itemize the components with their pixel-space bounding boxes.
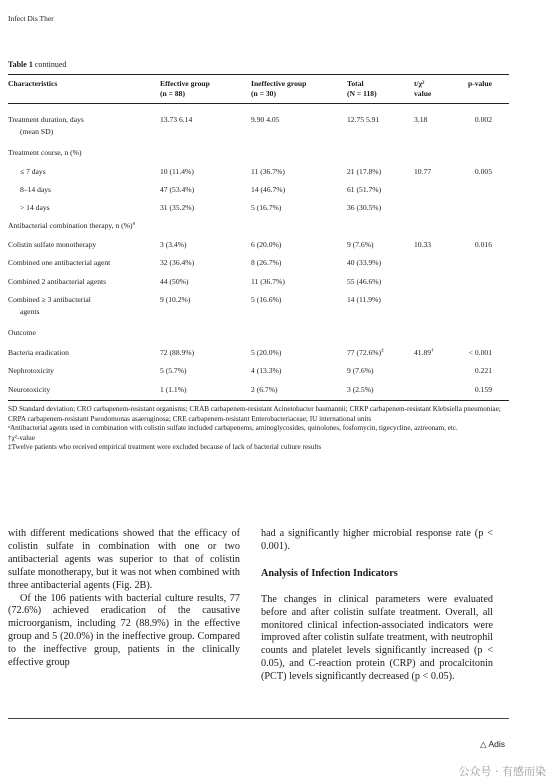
cell-8-14-eff: 47 (53.4%) [160, 185, 195, 194]
erad-total-mark: ‡ [381, 347, 384, 354]
cell-duration-eff: 13.73 6.14 [160, 115, 193, 124]
cell-erad-stat [414, 348, 434, 358]
erad-total-value: 77 (72.6%) [347, 348, 382, 357]
cell-neuro-ineff: 2 (6.7%) [251, 385, 278, 394]
cell-nephro-ineff: 4 (13.3%) [251, 366, 282, 375]
table-label: Table 1 [8, 60, 33, 69]
header-stat: t/χ² [414, 79, 425, 88]
cell-one-ineff: 8 (26.7%) [251, 258, 282, 267]
row-label-nephrotoxicity: Nephrotoxicity [8, 366, 54, 375]
combination-label-text: Antibacterial combination therapy, n (%) [8, 221, 133, 230]
footnote-abbreviations: SD Standard deviation; CRO carbapenem-resistant organisms; CRAB carbapenem-resistant Acinetobacter baumannii; CRKP carbapenem-resistant Klebsiella pneumoniae; CRPA carbapenem-resistant Pseudomonas asaeruginosa; CRE carbapenem-resistant Enterobacteriaceae; IU international units [8, 405, 501, 423]
cell-duration-p: 0.002 [474, 115, 492, 124]
footnote-dagger: †χ²-value [8, 433, 35, 442]
right-intro-paragraph: had a significantly higher microbial response rate (p < 0.001). [261, 528, 493, 552]
left-column [8, 528, 240, 670]
table-header-rule [8, 103, 509, 104]
cell-duration-ineff: 9.90 4.05 [251, 115, 280, 124]
cell-gt14-ineff: 5 (16.7%) [251, 203, 282, 212]
cell-neuro-p: 0.159 [474, 385, 492, 394]
header-p-value: p-value [467, 79, 492, 88]
cell-duration-stat: 3.18 [414, 115, 428, 124]
table-bottom-rule [8, 400, 509, 401]
cell-8-14-ineff: 14 (46.7%) [251, 185, 286, 194]
cell-erad-eff: 72 (88.9%) [160, 348, 195, 357]
header-total-n: (N = 118) [347, 89, 377, 98]
row-label-combination [8, 221, 135, 231]
left-paragraph-1: with different medications showed that the efficacy of colistin sulfate in combination with one or two antibacterial agents was superior to that of colistin sulfate monotherapy, but it was not when combined with three antibacterial agents (Fig. 2B). [8, 528, 240, 591]
table-top-rule [8, 74, 509, 75]
cell-duration-total: 12.75 5.91 [347, 115, 380, 124]
cell-mono-ineff: 6 (20.0%) [251, 240, 282, 249]
cell-nephro-eff: 5 (5.7%) [160, 366, 187, 375]
header-stat-value: value [414, 89, 432, 98]
row-label-duration: Treatment duration, days [8, 115, 84, 124]
row-label-eradication: Bacteria eradication [8, 348, 69, 357]
cell-le7-eff: 10 (11.4%) [160, 167, 194, 176]
footer-rule [8, 718, 509, 719]
row-label-mono: Colistin sulfate monotherapy [8, 240, 97, 249]
cell-le7-ineff: 11 (36.7%) [251, 167, 285, 176]
row-label-le7: ≤ 7 days [20, 167, 46, 176]
cell-mono-eff: 3 (3.4%) [160, 240, 187, 249]
cell-three-total: 14 (11.9%) [347, 295, 381, 304]
cell-three-ineff: 5 (16.6%) [251, 295, 282, 304]
cell-gt14-total: 36 (30.5%) [347, 203, 382, 212]
cell-two-ineff: 11 (36.7%) [251, 277, 285, 286]
cell-le7-p: 0.005 [474, 167, 492, 176]
header-effective-n: (n = 88) [160, 89, 185, 98]
row-label-two-agents: Combined 2 antibacterial agents [8, 277, 107, 286]
row-label-8-14: 8–14 days [20, 185, 52, 194]
row-label-one-agent: Combined one antibacterial agent [8, 258, 111, 267]
cell-gt14-eff: 31 (35.2%) [160, 203, 195, 212]
row-label-three-agents-sub: agents [20, 307, 40, 316]
table-title [8, 60, 66, 69]
cell-le7-total: 21 (17.8%) [347, 167, 382, 176]
row-label-duration-sub: (mean SD) [20, 127, 54, 136]
row-label-three-agents: Combined ≥ 3 antibacterial [8, 295, 91, 304]
cell-nephro-p: 0.221 [474, 366, 492, 375]
cell-three-eff: 9 (10.2%) [160, 295, 191, 304]
cell-two-total: 55 (46.6%) [347, 277, 382, 286]
header-ineffective: Ineffective group [251, 79, 307, 88]
cell-one-total: 40 (33.9%) [347, 258, 382, 267]
erad-stat-mark: † [431, 347, 434, 354]
cell-8-14-total: 61 (51.7%) [347, 185, 382, 194]
cell-one-eff: 32 (36.4%) [160, 258, 195, 267]
table-caption: continued [34, 60, 67, 69]
cell-erad-ineff: 5 (20.0%) [251, 348, 282, 357]
cell-erad-p: < 0.001 [468, 348, 492, 357]
cell-nephro-total: 9 (7.6%) [347, 366, 374, 375]
erad-stat-value: 41.89 [414, 348, 432, 357]
cell-two-eff: 44 (50%) [160, 277, 189, 286]
cell-mono-stat: 10.33 [414, 240, 432, 249]
cell-mono-total: 9 (7.6%) [347, 240, 374, 249]
left-paragraph-2: Of the 106 patients with bacterial culture results, 77 (72.6%) achieved eradication of the causative microorganism, including 72 (88.9%) in the effective group and 5 (20.0%) in the ineffective group. Compared to the ineffective group, patients in the clinically effective group [8, 592, 240, 669]
cell-neuro-total: 3 (2.5%) [347, 385, 374, 394]
section-heading: Analysis of Infection Indicators [261, 567, 398, 579]
header-characteristics: Characteristics [8, 79, 58, 88]
row-label-neurotoxicity: Neurotoxicity [8, 385, 51, 394]
row-label-course: Treatment course, n (%) [8, 148, 82, 157]
cell-mono-p: 0.016 [474, 240, 492, 249]
cell-le7-stat: 10.77 [414, 167, 432, 176]
publisher-logo: △ Adis [480, 739, 505, 749]
running-head: Infect Dis Ther [8, 14, 54, 23]
header-total: Total [347, 79, 364, 88]
row-label-gt14: > 14 days [20, 203, 50, 212]
header-effective: Effective group [160, 79, 210, 88]
cell-erad-total [347, 348, 384, 358]
watermark: 公众号 · 有感而染 [458, 765, 546, 778]
cell-neuro-eff: 1 (1.1%) [160, 385, 187, 394]
footnote-a: ᵃAntibacterial agents used in combination with colistin sulfate included carbapenems, aminoglycosides, quinolones, fosfomycin, tigecycline, aztreonam, etc. [8, 424, 458, 433]
table-footnotes [8, 405, 508, 453]
right-column [261, 528, 493, 684]
row-label-outcome: Outcome [8, 328, 36, 337]
right-body-paragraph: The changes in clinical parameters were evaluated before and after colistin sulfate treatment. Overall, all monitored clinical infection-associated indicators were improved after colistin sulfate treatment, with neutrophil counts and platelet levels significantly increased (p < 0.05), and C-reaction protein (CRP) and procalcitonin (PCT) levels significantly decreased (p < 0.05). [261, 593, 493, 683]
header-ineffective-n: (n = 30) [251, 89, 276, 98]
footnote-double-dagger: ‡Twelve patients who received empirical treatment were excluded because of lack of bacterial culture results [8, 443, 322, 452]
combination-footnote-mark: a [132, 220, 136, 227]
